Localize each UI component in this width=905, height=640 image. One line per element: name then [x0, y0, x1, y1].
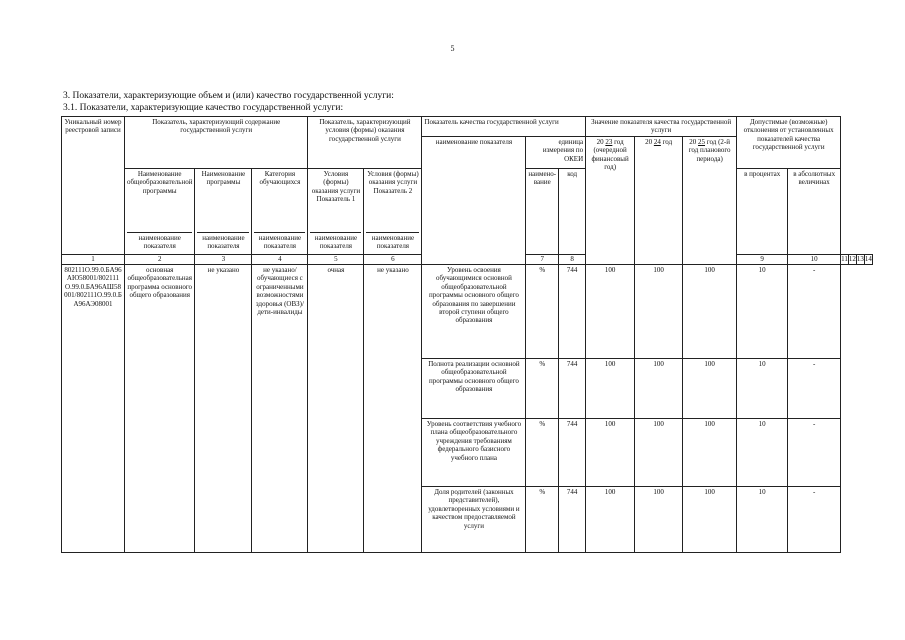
indicator-value-1: 100	[586, 359, 635, 419]
indicator-code: 744	[559, 265, 586, 359]
header-conditions-group: Показатель, характеризующий условия (формы) оказания государственной услуги	[308, 117, 422, 169]
indicator-unit: %	[526, 419, 559, 487]
header-deviation-group: Допустимые (возможные) отклонения от установленных показателей качества государственной услуги	[737, 117, 841, 169]
indicator-value-1: 100	[586, 419, 635, 487]
indicator-code: 744	[559, 359, 586, 419]
column-number: 11	[841, 255, 848, 263]
row-content-programs: не указано	[195, 265, 252, 553]
header-unit-name: наимено-вание	[526, 169, 559, 255]
condition-2-sub: наименование показателя	[366, 232, 419, 251]
header-category	[252, 169, 308, 255]
header-unit-code: код	[559, 169, 586, 255]
indicator-value-3: 100	[683, 359, 737, 419]
quality-indicators-table	[61, 116, 873, 553]
indicator-unit: %	[526, 359, 559, 419]
indicator-code: 744	[559, 419, 586, 487]
year-1-pre: 20	[596, 138, 604, 146]
year-1-post: год (очередной финансовый год)	[591, 138, 629, 172]
indicator-value-3: 100	[683, 419, 737, 487]
header-unit-okei: единица измерения по ОКЕИ	[526, 137, 586, 169]
section-heading: 3. Показатели, характеризующие объем и (или) качество государственной услуги:	[63, 91, 394, 101]
prog-name-label: Наименование общеобразовательной программы	[127, 170, 193, 195]
indicator-deviation-abs: -	[788, 265, 841, 359]
condition-2-label: Условия (формы) оказания услуги Показатель 2	[367, 170, 419, 195]
category-label: Категория обучающихся	[259, 170, 301, 187]
table-row	[62, 265, 873, 359]
indicator-deviation-pct: 10	[737, 419, 788, 487]
header-year-3	[683, 137, 737, 265]
year-3-post: год (2-й год планового периода)	[688, 138, 731, 163]
row-registry: 802111О.99.0.БА96АЮ58001/802111О.99.0.БА96АШ58001/802111О.99.0.БА96АЭ08001	[62, 265, 125, 553]
indicator-name: Уровень освоения обучающимися основной общеобразовательной программы основного общего образования по завершении второй ступени общего образования	[422, 265, 526, 359]
year-2-post: год	[662, 138, 673, 146]
indicator-value-2: 100	[635, 359, 683, 419]
header-year-2	[635, 137, 683, 265]
indicator-deviation-pct: 10	[737, 487, 788, 553]
header-content-group: Показатель, характеризующий содержание государственной услуги	[125, 117, 308, 169]
category-sub: наименование показателя	[254, 232, 305, 251]
column-number: 14	[864, 255, 872, 263]
indicator-unit: %	[526, 265, 559, 359]
condition-1-label: Условия (формы) оказания услуги Показатель 1	[311, 170, 361, 204]
year-3-num: 25	[698, 138, 706, 146]
indicator-value-2: 100	[635, 487, 683, 553]
indicator-deviation-pct: 10	[737, 265, 788, 359]
header-quality-group: Показатель качества государственной услуги	[422, 117, 586, 137]
indicator-value-2: 100	[635, 265, 683, 359]
column-number: 10	[788, 255, 841, 265]
row-condition-2: не указано	[364, 265, 422, 553]
indicator-code: 744	[559, 487, 586, 553]
year-2-pre: 20	[645, 138, 653, 146]
indicator-value-3: 100	[683, 487, 737, 553]
indicator-deviation-abs: -	[788, 487, 841, 553]
column-number: 9	[737, 255, 788, 265]
indicator-value-2: 100	[635, 419, 683, 487]
column-number: 13	[856, 255, 864, 263]
indicator-name: Полнота реализации основной общеобразовательной программы основного общего образования	[422, 359, 526, 419]
header-prog-name	[125, 169, 195, 255]
header-condition-1	[308, 169, 364, 255]
indicator-deviation-pct: 10	[737, 359, 788, 419]
header-deviation-pct: в процентах	[737, 169, 788, 255]
programs-sub: наименование показателя	[197, 232, 249, 251]
column-number: 6	[364, 255, 422, 265]
row-content-category: не указано/обучающиеся с ограниченными возможностями здоровья (ОВЗ)/дети-инвалиды	[252, 265, 308, 553]
header-deviation-abs: в абсолютных величинах	[788, 169, 841, 255]
row-condition-1: очная	[308, 265, 364, 553]
header-condition-2	[364, 169, 422, 255]
header-registry: Уникальный номер реестровой записи	[62, 117, 125, 255]
indicator-name: Доля родителей (законных представителей), удовлетворенных условиями и качеством предоставляемой услуги	[422, 487, 526, 553]
column-number: 3	[195, 255, 252, 265]
year-1-num: 23	[605, 138, 613, 146]
column-number: 5	[308, 255, 364, 265]
header-programs	[195, 169, 252, 255]
indicator-name: Уровень соответствия учебного плана общеобразовательного учреждения требованиям федерального базисного учебного плана	[422, 419, 526, 487]
column-number: 2	[125, 255, 195, 265]
header-values-group: Значение показателя качества государственной услуги	[586, 117, 737, 137]
column-number: 7	[526, 255, 559, 265]
programs-label: Наименование программы	[201, 170, 246, 187]
subsection-heading: 3.1. Показатели, характеризующие качество государственной услуги:	[63, 103, 344, 113]
indicator-value-1: 100	[586, 487, 635, 553]
indicator-deviation-abs: -	[788, 419, 841, 487]
page-number: 5	[450, 44, 455, 53]
header-quality-name: наименование показателя	[422, 137, 526, 265]
column-number: 1	[62, 255, 125, 265]
header-year-1	[586, 137, 635, 265]
indicator-value-3: 100	[683, 265, 737, 359]
column-number: 4	[252, 255, 308, 265]
column-number: 8	[559, 255, 586, 265]
row-content-program: основная общеобразовательная программа основного общего образования	[125, 265, 195, 553]
year-3-pre: 20	[689, 138, 697, 146]
year-2-num: 24	[653, 138, 661, 146]
indicator-unit: %	[526, 487, 559, 553]
indicator-value-1: 100	[586, 265, 635, 359]
indicator-deviation-abs: -	[788, 359, 841, 419]
column-number: 12	[848, 255, 856, 263]
condition-1-sub: наименование показателя	[310, 232, 361, 251]
prog-name-sub: наименование показателя	[127, 232, 192, 251]
